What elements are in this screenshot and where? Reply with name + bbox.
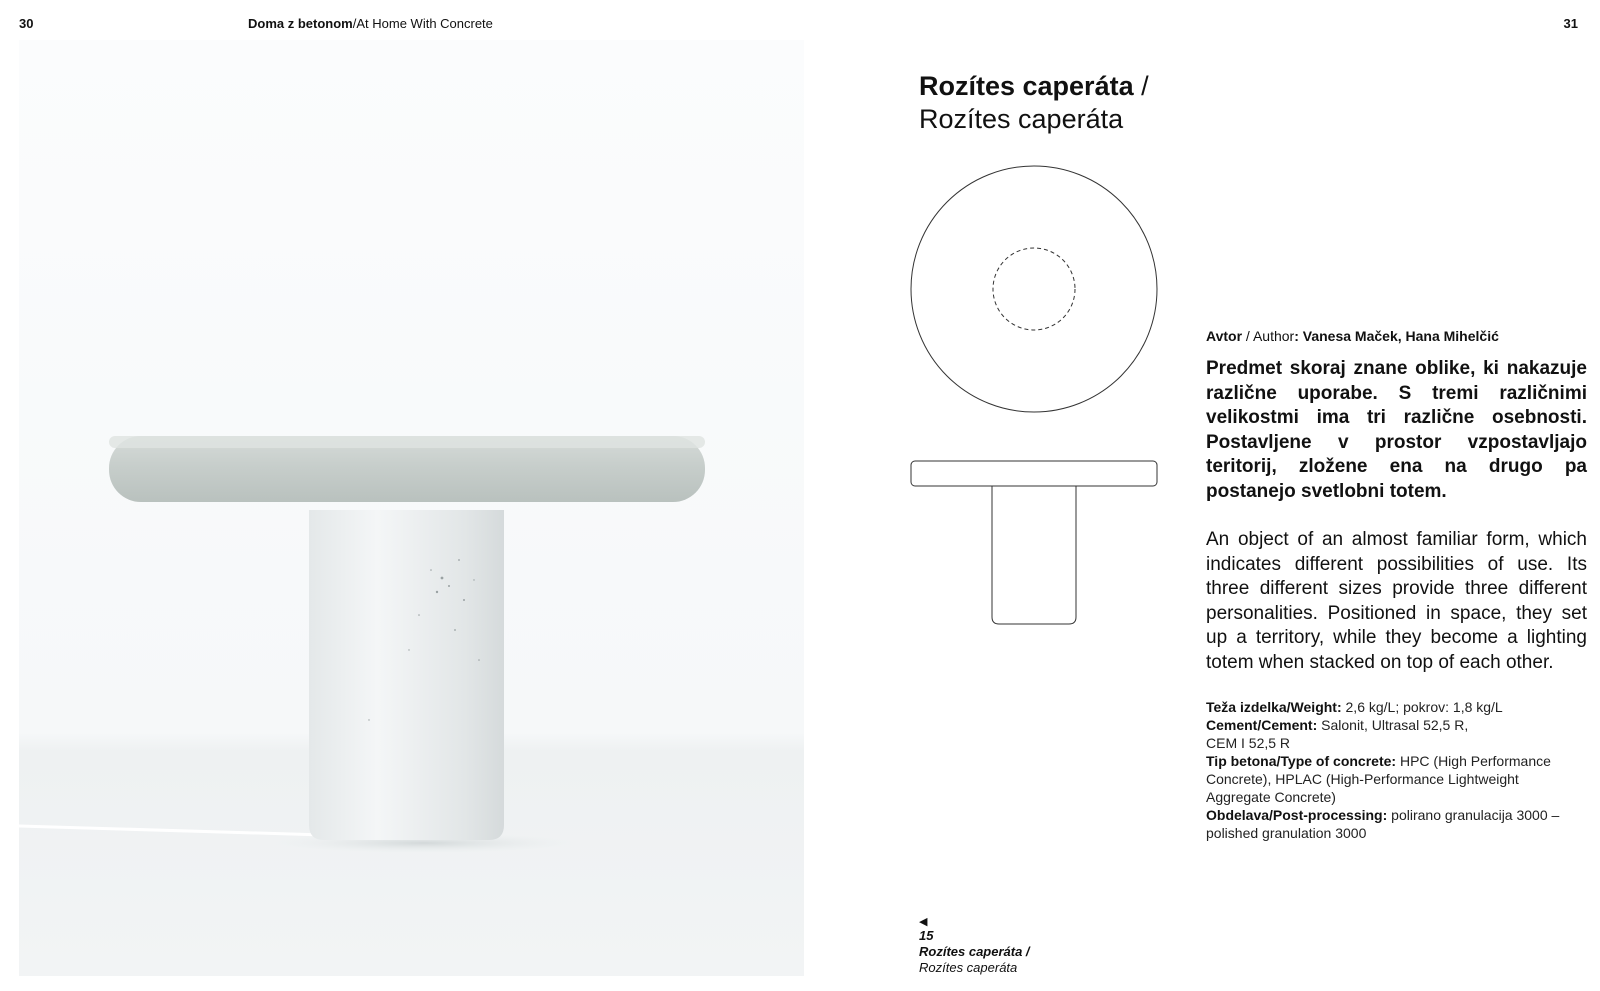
- page-number-left: 30: [19, 16, 34, 31]
- spec-value: polirano granulacija 3000 – polished granulation 3000: [1206, 807, 1560, 841]
- author-label-separator: /: [1242, 328, 1253, 344]
- spec-label: Cement/Cement:: [1206, 717, 1318, 733]
- running-head-separator: /: [352, 16, 357, 31]
- figure-caption: [919, 916, 1030, 976]
- spec-value: Salonit, Ultrasal 52,5 R, CEM I 52,5 R: [1206, 717, 1469, 751]
- side-view-shade: [911, 461, 1157, 486]
- running-head: [248, 16, 493, 31]
- spec-label: Obdelava/Post-processing:: [1206, 807, 1388, 823]
- spec-value: 2,6 kg/L; pokrov: 1,8 kg/L: [1341, 699, 1503, 715]
- running-head-sl: Doma z betonom: [248, 16, 353, 31]
- page-title: [919, 70, 1149, 136]
- spec-cement: [1206, 716, 1496, 752]
- author-label-en: Author: [1252, 328, 1295, 344]
- product-photo: [19, 40, 804, 976]
- description-en: An object of an almost familiar form, which indicates different possibilities of use. Its three different sizes provide three different personalities. Positioned in space, they set up a territory, while they become a lighting totem when stacked on top of each other.: [1206, 529, 1587, 673]
- page-number-right: 31: [1563, 16, 1578, 31]
- author-colon: :: [1294, 328, 1303, 344]
- concrete-lamp-illustration: [19, 40, 804, 976]
- author-label-sl: Avtor: [1206, 328, 1243, 344]
- caption-title-en: Rozítes caperáta: [919, 960, 1018, 975]
- caption-number: 15: [919, 928, 934, 943]
- caption-title-sl: Rozítes caperáta /: [919, 944, 1030, 959]
- spec-concrete-type: [1206, 752, 1576, 806]
- author-names: Vanesa Maček, Hana Mihelčić: [1302, 328, 1499, 344]
- top-view-hidden-stem-circle: [993, 248, 1075, 330]
- title-sl: Rozítes caperáta: [919, 71, 1134, 101]
- drawing-svg: [900, 165, 1170, 645]
- spec-label: Teža izdelka/Weight:: [1206, 699, 1342, 715]
- spec-label: Tip betona/Type of concrete:: [1206, 753, 1397, 769]
- lamp-shade-highlight: [109, 436, 705, 448]
- technical-drawings: [900, 165, 1170, 650]
- title-separator: /: [1133, 71, 1149, 101]
- author-line: [1206, 328, 1499, 344]
- description-sl: Predmet skoraj znane oblike, ki nakazuje različne uporabe. S tremi različnimi velikostmi ima tri različne osebnosti. Postavljene v prostor vzpostavljajo teritorij, zložene ena na drugo pa postanejo svetlobni totem.: [1206, 358, 1587, 502]
- specifications: [1206, 698, 1596, 842]
- top-view-outer-circle: [911, 166, 1157, 412]
- caption-arrow-icon: ◀: [919, 916, 928, 928]
- running-head-en: At Home With Concrete: [356, 16, 493, 31]
- lamp-stem: [309, 510, 504, 840]
- spec-weight: [1206, 698, 1596, 716]
- title-en: Rozítes caperáta: [919, 104, 1124, 134]
- spec-value: HPC (High Performance Concrete), HPLAC (High-Performance Lightweight Aggregate Concrete): [1206, 753, 1551, 805]
- spec-post-processing: [1206, 806, 1591, 842]
- side-view-stem: [992, 486, 1076, 624]
